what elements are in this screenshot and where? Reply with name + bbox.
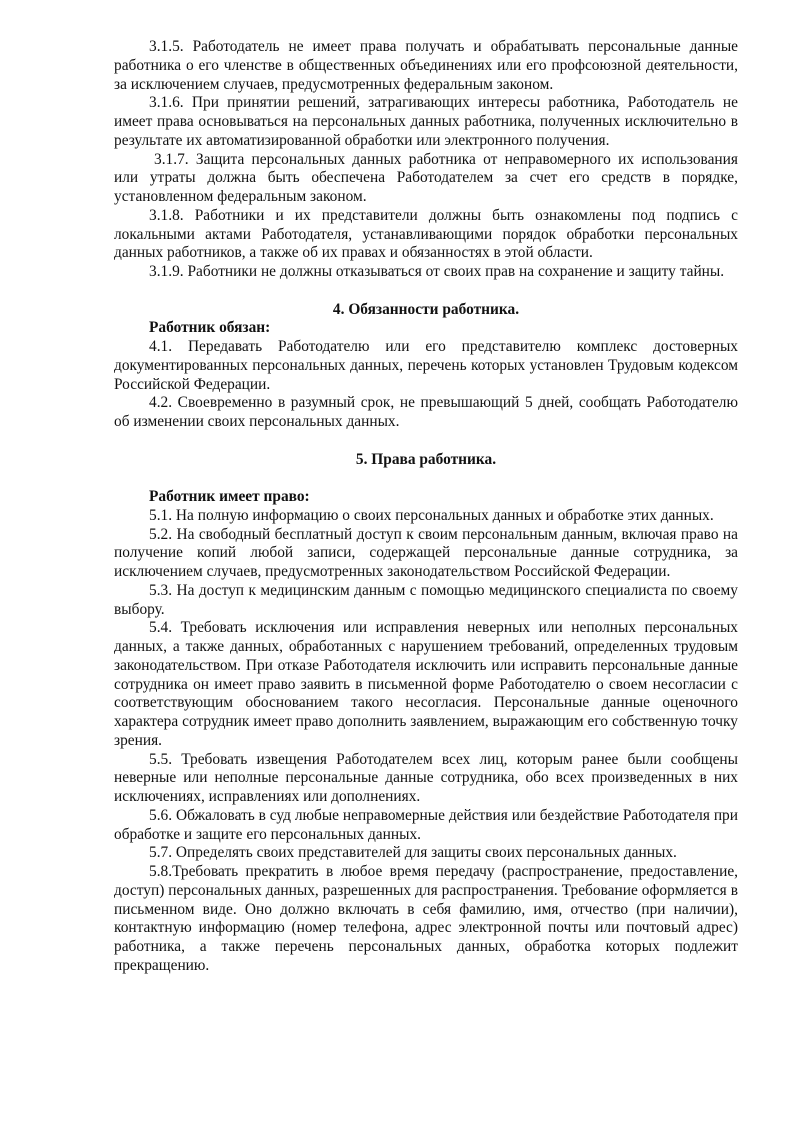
paragraph-5-5: 5.5. Требовать извещения Работодателем всех лиц, которым ранее были сообщены неверные или неполные персональные данные сотрудника, обо всех произведенных в них исключениях, исправлениях или дополнениях. [114, 750, 738, 805]
section-5-heading: 5. Права работника. [355, 450, 497, 468]
paragraph-5-1: 5.1. На полную информацию о своих персональных данных и обработке этих данных. [149, 506, 714, 524]
paragraph-3-1-6: 3.1.6. При принятии решений, затрагивающих интересы работника, Работодатель не имеет права основываться на персональных данных работника, полученных исключительно в результате их автоматизированной обработки или электронного получения. [114, 94, 738, 149]
spacer [114, 432, 738, 451]
spacer [114, 469, 738, 488]
section-5-subheading: Работник имеет право: [149, 488, 310, 505]
section-4-subheading: Работник обязан: [149, 319, 271, 337]
paragraph-3-1-7: 3.1.7. Защита персональных данных работника от неправомерного их использования или утраты должна быть обеспечена Работодателем за счет его средств в порядке, установленном федеральным законом. [114, 150, 738, 205]
paragraph-5-8: 5.8.Требовать прекратить в любое время передачу (распространение, предоставление, доступ) персональных данных, разрешенных для распространения. Требование оформляется в письменном виде. Оно должно включать в себя фамилию, имя, отчество (при наличии), контактную информацию (номер телефона, адрес электронной почты или почтовый адрес) работника, а также перечень персональных данных, обработка которых подлежит прекращению. [114, 863, 738, 974]
paragraph-5-6: 5.6. Обжаловать в суд любые неправомерные действия или бездействие Работодателя при обработке и защите его персональных данных. [114, 806, 738, 843]
spacer [114, 282, 738, 301]
paragraph-3-1-8: 3.1.8. Работники и их представители должны быть ознакомлены под подпись с локальными актами Работодателя, устанавливающими порядок обработки персональных данных работников, а также об их правах и обязанностях в этой области. [114, 206, 738, 262]
paragraph-4-2: 4.2. Своевременно в разумный срок, не превышающий 5 дней, сообщать Работодателю об изменении своих персональных данных. [114, 394, 738, 430]
paragraph-5-7: 5.7. Определять своих представителей для защиты своих персональных данных. [149, 844, 677, 862]
paragraph-5-2: 5.2. На свободный бесплатный доступ к своим персональным данным, включая право на получение копий любой записи, содержащей персональные данные сотрудника, за исключением случаев, предусмотренных законодательством Российской Федерации. [114, 525, 738, 580]
paragraph-4-1: 4.1. Передавать Работодателю или его представителю комплекс достоверных документированных персональных данных, перечень которых установлен Трудовым кодексом Российской Федерации. [114, 338, 738, 393]
document-page [114, 38, 738, 976]
paragraph-5-4: 5.4. Требовать исключения или исправления неверных или неполных персональных данных, а также данных, обработанных с нарушением требований, определенных трудовым законодательством. При отказе Работодателя исключить или исправить персональные данные сотрудника он имеет право заявить в письменной форме Работодателю о своем несогласии с соответствующим обоснованием такого несогласия. Персональные данные оценочного характера сотрудник имеет право дополнить заявлением, выражающим его собственную точку зрения. [114, 619, 738, 749]
section-4-heading: 4. Обязанности работника. [332, 300, 520, 318]
paragraph-3-1-9: 3.1.9. Работники не должны отказываться от своих прав на сохранение и защиту тайны. [149, 263, 725, 280]
paragraph-5-3: 5.3. На доступ к медицинским данным с помощью медицинского специалиста по своему выбору. [114, 581, 738, 618]
paragraph-3-1-5: 3.1.5. Работодатель не имеет права получать и обрабатывать персональные данные работника о его членстве в общественных объединениях или его профсоюзной деятельности, за исключением случаев, предусмотренных федеральным законом. [114, 38, 738, 93]
